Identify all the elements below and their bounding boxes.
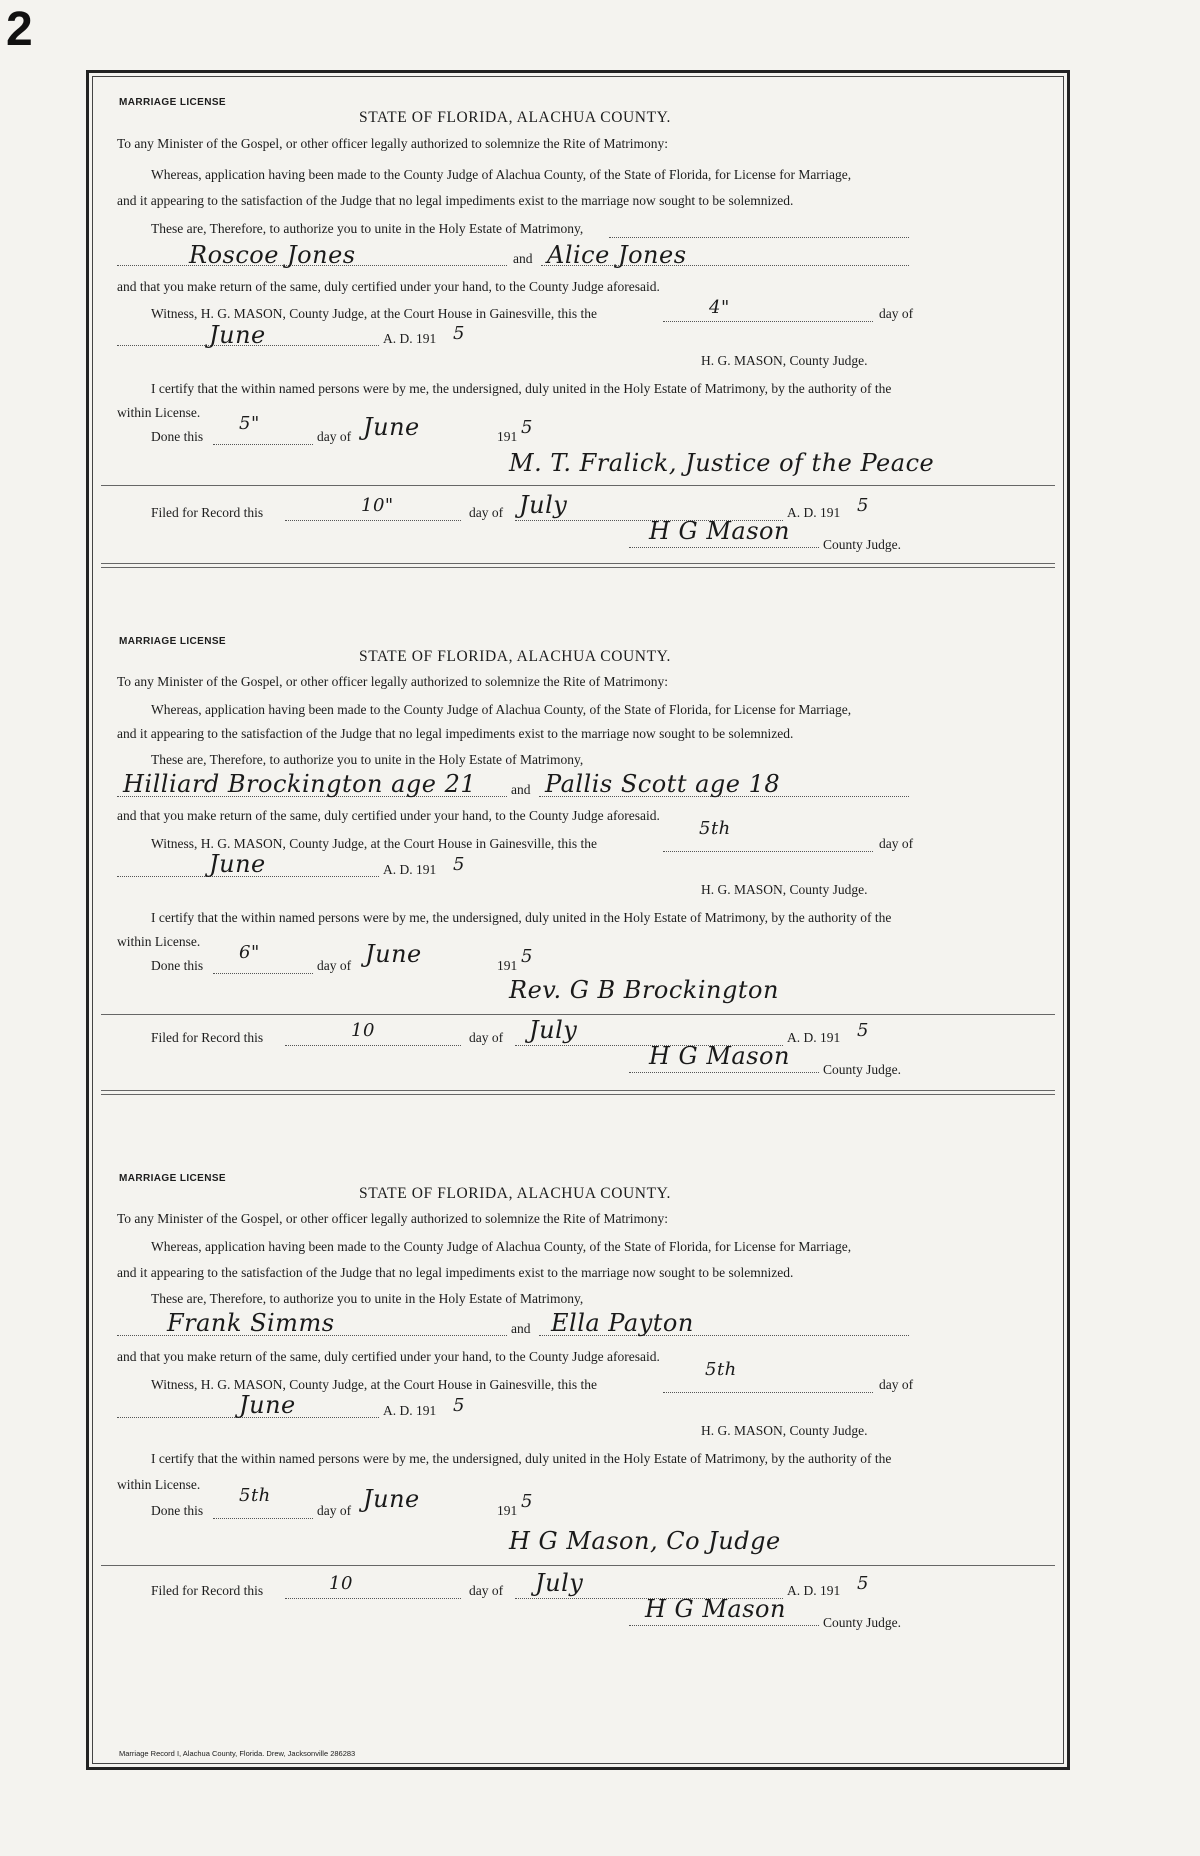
bride-name: Pallis Scott age 18 bbox=[545, 770, 781, 798]
and-label: and bbox=[513, 251, 533, 266]
filed-year: 5 bbox=[857, 1573, 869, 1594]
done-this-label: Done this bbox=[151, 429, 204, 444]
authorize-text: These are, Therefore, to authorize you to unite in the Holy Estate of Matrimony, bbox=[151, 221, 584, 236]
county-judge-label: County Judge. bbox=[823, 1615, 902, 1630]
day-of-label: day of bbox=[879, 836, 914, 851]
return-text: and that you make return of the same, duly certified under your hand, to the County Judge aforesaid. bbox=[117, 1349, 660, 1364]
witness-year: 5 bbox=[453, 854, 465, 875]
license-1 bbox=[89, 91, 1067, 631]
certify-line-1: I certify that the within named persons were by me, the undersigned, duly united in the Holy Estate of Matrimony, by the authority of the bbox=[151, 910, 892, 925]
certify-line-2: within License. bbox=[117, 1477, 201, 1492]
groom-name: Hilliard Brockington age 21 bbox=[123, 770, 477, 798]
filed-ad-year-label: A. D. 191 bbox=[787, 1583, 841, 1598]
and-label: and bbox=[511, 1321, 531, 1336]
witness-day: 5th bbox=[705, 1359, 737, 1380]
filed-year: 5 bbox=[857, 495, 869, 516]
judge-signature-label: H. G. MASON, County Judge. bbox=[701, 353, 868, 368]
judge-signature-label: H. G. MASON, County Judge. bbox=[701, 882, 868, 897]
certify-line-2: within License. bbox=[117, 405, 201, 420]
filed-ad-year-label: A. D. 191 bbox=[787, 1030, 841, 1045]
filed-day: 10" bbox=[361, 495, 394, 516]
authorize-text: These are, Therefore, to authorize you to unite in the Holy Estate of Matrimony, bbox=[151, 1291, 584, 1306]
county-judge-label: County Judge. bbox=[823, 537, 902, 552]
witness-month: June bbox=[209, 850, 266, 878]
done-month: June bbox=[363, 413, 420, 441]
filed-day-of-label: day of bbox=[469, 1030, 504, 1045]
certify-line-1: I certify that the within named persons were by me, the undersigned, duly united in the Holy Estate of Matrimony, by the authority of the bbox=[151, 381, 892, 396]
officiant-signature: M. T. Fralick, Justice of the Peace bbox=[509, 449, 935, 477]
filed-day: 10 bbox=[329, 1573, 353, 1594]
return-text: and that you make return of the same, duly certified under your hand, to the County Judge aforesaid. bbox=[117, 808, 660, 823]
judge-signature-label: H. G. MASON, County Judge. bbox=[701, 1423, 868, 1438]
and-label: and bbox=[511, 782, 531, 797]
witness-year: 5 bbox=[453, 323, 465, 344]
witness-year: 5 bbox=[453, 1395, 465, 1416]
done-month: June bbox=[363, 1485, 420, 1513]
ad-year-label: A. D. 191 bbox=[383, 862, 437, 877]
witness-month: June bbox=[209, 321, 266, 349]
witness-month: June bbox=[239, 1391, 296, 1419]
salutation: To any Minister of the Gospel, or other officer legally authorized to solemnize the Rite of Matrimony: bbox=[117, 136, 669, 151]
filed-judge-signature: H G Mason bbox=[649, 517, 790, 545]
filed-label: Filed for Record this bbox=[151, 1583, 264, 1598]
county-judge-label: County Judge. bbox=[823, 1062, 902, 1077]
filed-judge-signature: H G Mason bbox=[645, 1595, 786, 1623]
filed-day-of-label: day of bbox=[469, 505, 504, 520]
filed-day-of-label: day of bbox=[469, 1583, 504, 1598]
officiant-signature: Rev. G B Brockington bbox=[509, 976, 779, 1004]
license-3 bbox=[89, 1173, 1067, 1713]
filed-ad-year-label: A. D. 191 bbox=[787, 505, 841, 520]
ad-year-label: A. D. 191 bbox=[383, 1403, 437, 1418]
record-frame bbox=[86, 70, 1070, 1770]
done-month: June bbox=[365, 940, 422, 968]
done-year: 5 bbox=[521, 1491, 533, 1512]
filed-label: Filed for Record this bbox=[151, 1030, 264, 1045]
license-header-state: STATE OF FLORIDA, ALACHUA COUNTY. bbox=[359, 648, 671, 665]
day-of-label: day of bbox=[879, 306, 914, 321]
filed-day: 10 bbox=[351, 1020, 375, 1041]
whereas-line-1: Whereas, application having been made to the County Judge of Alachua County, of the State of Florida, for License for Marriage, bbox=[151, 1239, 852, 1254]
done-year-prefix: 191 bbox=[497, 429, 518, 444]
filed-year: 5 bbox=[857, 1020, 869, 1041]
witness-text: Witness, H. G. MASON, County Judge, at the Court House in Gainesville, this the bbox=[151, 1377, 598, 1392]
license-header-small: MARRIAGE LICENSE bbox=[119, 636, 226, 647]
whereas-line-2: and it appearing to the satisfaction of the Judge that no legal impediments exist to the marriage now sought to be solemnized. bbox=[117, 193, 794, 208]
authorize-text: These are, Therefore, to authorize you to unite in the Holy Estate of Matrimony, bbox=[151, 752, 584, 767]
done-day: 6" bbox=[239, 942, 260, 963]
license-2 bbox=[89, 636, 1067, 1176]
witness-text: Witness, H. G. MASON, County Judge, at the Court House in Gainesville, this the bbox=[151, 836, 598, 851]
filed-month: July bbox=[519, 491, 568, 519]
return-text: and that you make return of the same, duly certified under your hand, to the County Judge aforesaid. bbox=[117, 279, 660, 294]
license-header-state: STATE OF FLORIDA, ALACHUA COUNTY. bbox=[359, 1185, 671, 1202]
done-day: 5th bbox=[239, 1485, 271, 1506]
certify-line-1: I certify that the within named persons were by me, the undersigned, duly united in the Holy Estate of Matrimony, by the authority of the bbox=[151, 1451, 892, 1466]
filed-month: July bbox=[535, 1569, 584, 1597]
page-number: 2 bbox=[6, 3, 33, 56]
license-header-state: STATE OF FLORIDA, ALACHUA COUNTY. bbox=[359, 109, 671, 126]
filed-judge-signature: H G Mason bbox=[649, 1042, 790, 1070]
done-year-prefix: 191 bbox=[497, 958, 518, 973]
done-year: 5 bbox=[521, 417, 533, 438]
salutation: To any Minister of the Gospel, or other officer legally authorized to solemnize the Rite of Matrimony: bbox=[117, 1211, 669, 1226]
salutation: To any Minister of the Gospel, or other officer legally authorized to solemnize the Rite of Matrimony: bbox=[117, 674, 669, 689]
done-this-label: Done this bbox=[151, 1503, 204, 1518]
bride-name: Alice Jones bbox=[547, 241, 687, 269]
done-day-of-label: day of bbox=[317, 429, 352, 444]
record-footer: Marriage Record I, Alachua County, Florida. Drew, Jacksonville 286283 bbox=[119, 1749, 356, 1758]
done-day-of-label: day of bbox=[317, 958, 352, 973]
whereas-line-1: Whereas, application having been made to the County Judge of Alachua County, of the State of Florida, for License for Marriage, bbox=[151, 702, 852, 717]
certify-line-2: within License. bbox=[117, 934, 201, 949]
whereas-line-2: and it appearing to the satisfaction of the Judge that no legal impediments exist to the marriage now sought to be solemnized. bbox=[117, 726, 794, 741]
day-of-label: day of bbox=[879, 1377, 914, 1392]
ad-year-label: A. D. 191 bbox=[383, 331, 437, 346]
license-header-small: MARRIAGE LICENSE bbox=[119, 1173, 226, 1184]
done-year: 5 bbox=[521, 946, 533, 967]
done-year-prefix: 191 bbox=[497, 1503, 518, 1518]
done-day: 5" bbox=[239, 413, 260, 434]
bride-name: Ella Payton bbox=[551, 1309, 694, 1337]
witness-day: 5th bbox=[699, 818, 731, 839]
whereas-line-2: and it appearing to the satisfaction of the Judge that no legal impediments exist to the marriage now sought to be solemnized. bbox=[117, 1265, 794, 1280]
done-day-of-label: day of bbox=[317, 1503, 352, 1518]
witness-day: 4" bbox=[709, 297, 730, 318]
whereas-line-1: Whereas, application having been made to the County Judge of Alachua County, of the State of Florida, for License for Marriage, bbox=[151, 167, 852, 182]
groom-name: Roscoe Jones bbox=[189, 241, 356, 269]
done-this-label: Done this bbox=[151, 958, 204, 973]
filed-label: Filed for Record this bbox=[151, 505, 264, 520]
officiant-signature: H G Mason, Co Judge bbox=[509, 1527, 781, 1555]
witness-text: Witness, H. G. MASON, County Judge, at the Court House in Gainesville, this the bbox=[151, 306, 598, 321]
license-header-small: MARRIAGE LICENSE bbox=[119, 97, 226, 108]
groom-name: Frank Simms bbox=[167, 1309, 335, 1337]
filed-month: July bbox=[529, 1016, 578, 1044]
